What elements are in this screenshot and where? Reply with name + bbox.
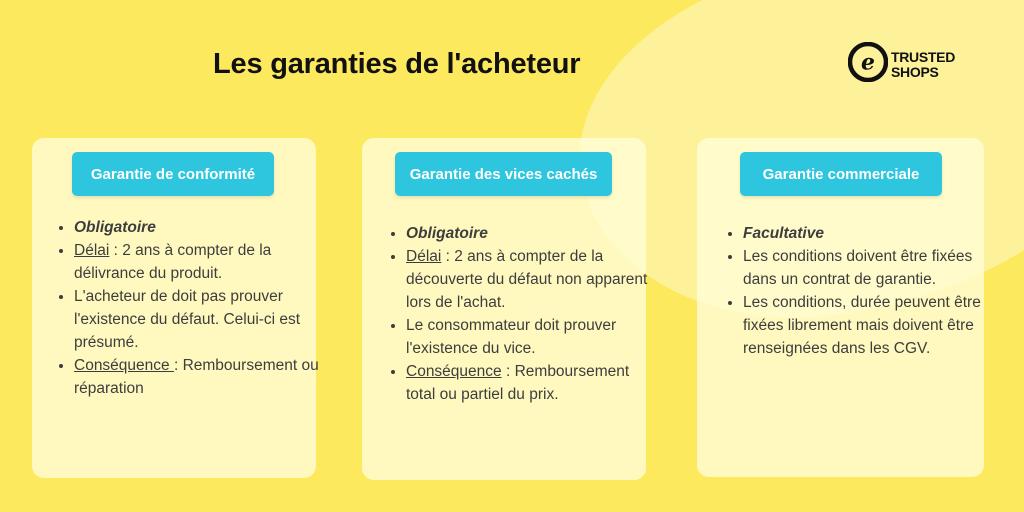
page-title: Les garanties de l'acheteur [213, 48, 581, 80]
item-text: Le consommateur doit prouver l'existence du vice. [406, 317, 617, 357]
list-item [74, 216, 324, 239]
card-garantie-conformite [32, 138, 319, 478]
list-item [74, 354, 324, 400]
logo-text-trusted: TRUSTED [891, 49, 956, 65]
item-term: Conséquence [74, 357, 174, 374]
list-item [406, 360, 651, 406]
card-list [54, 216, 324, 400]
pill-garantie-conformite: Garantie de conformité [72, 152, 274, 196]
svg-text:e: e [861, 49, 875, 76]
list-item [743, 222, 991, 245]
item-text: : 2 ans à compter de la délivrance du produit. [74, 242, 272, 282]
item-term: Conséquence [406, 363, 502, 380]
card-list [386, 222, 651, 406]
list-item [743, 245, 991, 291]
item-term: Délai [406, 248, 442, 265]
logo-text-shops: SHOPS [891, 64, 939, 80]
item-strong: Obligatoire [406, 225, 488, 242]
item-text: Les conditions doivent être fixées dans un contrat de garantie. [743, 248, 973, 288]
list-item [406, 245, 651, 314]
card-garantie-vices-caches [362, 138, 646, 480]
item-term: Délai [74, 242, 110, 259]
item-strong: Facultative [743, 225, 824, 242]
list-item [74, 239, 324, 285]
trusted-shops-e-icon [848, 42, 888, 82]
list-item [406, 222, 651, 245]
trusted-shops-logo [848, 42, 955, 82]
item-text: L'acheteur de doit pas prouver l'existence du défaut. Celui-ci est présumé. [74, 288, 301, 351]
pill-garantie-vices-caches: Garantie des vices cachés [395, 152, 612, 196]
pill-garantie-commerciale: Garantie commerciale [740, 152, 942, 196]
item-strong: Obligatoire [74, 219, 156, 236]
item-text: : Remboursement ou réparation [74, 357, 319, 397]
item-text: Les conditions, durée peuvent être fixées librement mais doivent être renseignées dans les CGV. [743, 294, 981, 357]
list-item [743, 291, 991, 360]
list-item [406, 314, 651, 360]
card-garantie-commerciale [697, 138, 984, 477]
item-text: : Remboursement total ou partiel du prix. [406, 363, 630, 403]
item-text: : 2 ans à compter de la découverte du défaut non apparent lors de l'achat. [406, 248, 648, 311]
list-item [74, 285, 324, 354]
card-list [723, 222, 991, 360]
